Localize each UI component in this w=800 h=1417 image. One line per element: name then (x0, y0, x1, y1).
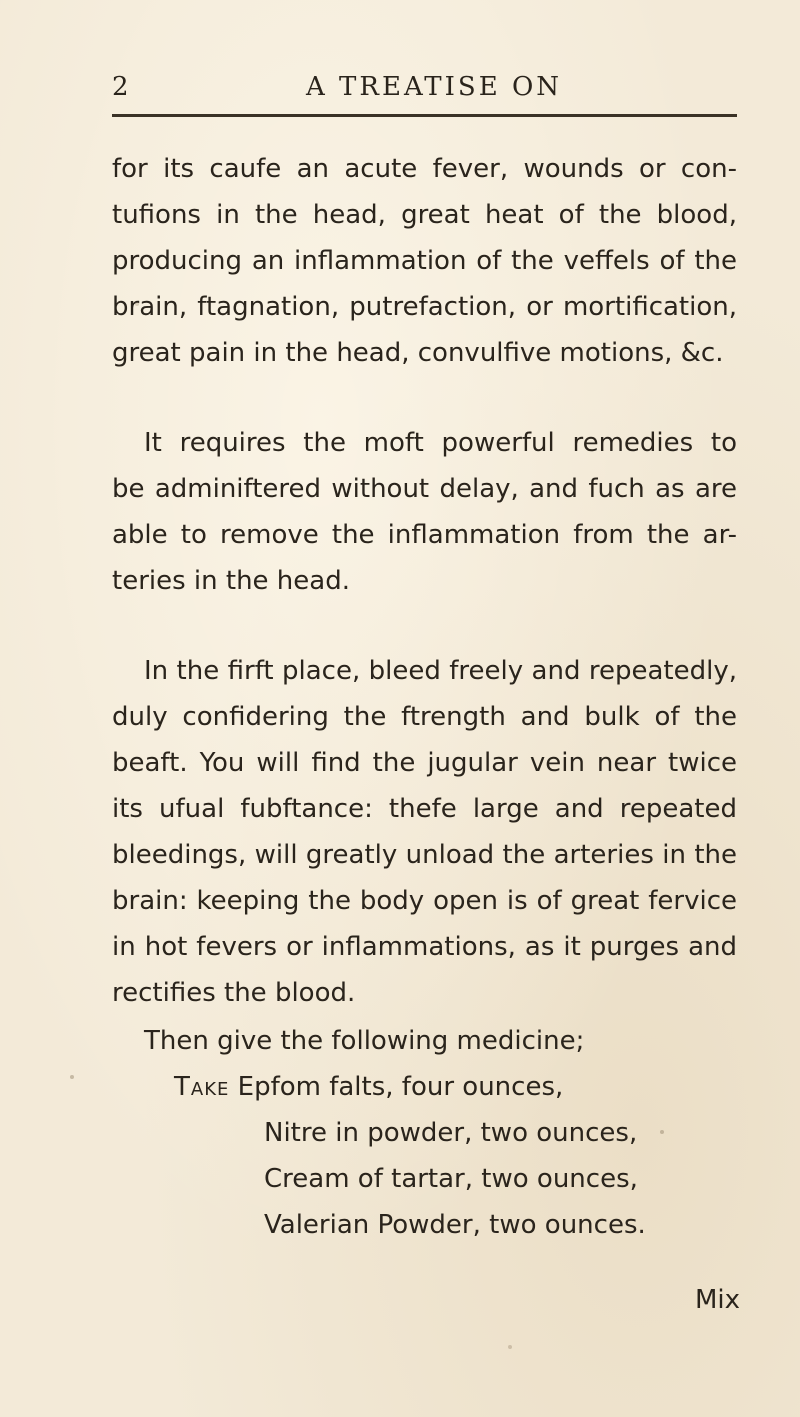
take-word: Take (174, 1072, 230, 1102)
body-text (112, 146, 737, 1060)
text-line: producing an inflammation of the veffels of the (112, 246, 737, 276)
text-line: rectifies the blood. (112, 978, 356, 1008)
paper-speck (135, 302, 139, 306)
text-line: In the firft place, bleed freely and repeatedly, (144, 656, 737, 686)
text-line: teries in the head. (112, 566, 350, 596)
recipe (144, 1018, 764, 1248)
recipe-item: Valerian Powder, two ounces. (264, 1210, 646, 1240)
text-line: brain: keeping the body open is of great fervice (112, 886, 737, 916)
recipe-item: Cream of tartar, two ounces, (264, 1164, 638, 1194)
text-line: its ufual fubftance: thefe large and repeated (112, 794, 737, 824)
text-line: be adminiftered without delay, and fuch as are (112, 474, 737, 504)
paper-speck (508, 1345, 512, 1349)
running-head: A TREATISE ON (306, 72, 563, 102)
paragraph-2 (112, 420, 737, 604)
paragraph-3 (112, 648, 737, 1016)
text-line: bleedings, will greatly unload the arteries in the (112, 840, 737, 870)
paper-speck (70, 1075, 74, 1079)
paper-speck (660, 1130, 664, 1134)
text-line: great pain in the head, convulfive motions, &c. (112, 338, 724, 368)
recipe-item: Take Epfom falts, four ounces, (174, 1072, 564, 1102)
header-rule (112, 114, 737, 117)
paragraph-1 (112, 146, 737, 376)
page-header (112, 72, 752, 112)
text-line: able to remove the inflammation from the ar- (112, 520, 737, 550)
recipe-item: Nitre in powder, two ounces, (264, 1118, 638, 1148)
text-line: in hot fevers or inflammations, as it purges and (112, 932, 737, 962)
text-line: tufions in the head, great heat of the blood, (112, 200, 737, 230)
page-number: 2 (112, 72, 132, 102)
catchword: Mix (694, 1285, 740, 1315)
text-line: It requires the moft powerful remedies to (144, 428, 737, 458)
recipe-intro: Then give the following medicine; (144, 1026, 585, 1056)
text-line: beaft. You will find the jugular vein near twice (112, 748, 737, 778)
text-line: for its caufe an acute fever, wounds or con- (112, 154, 737, 184)
text-line: brain, ftagnation, putrefaction, or mortification, (112, 292, 737, 322)
text-line: duly confidering the ftrength and bulk of the (112, 702, 737, 732)
